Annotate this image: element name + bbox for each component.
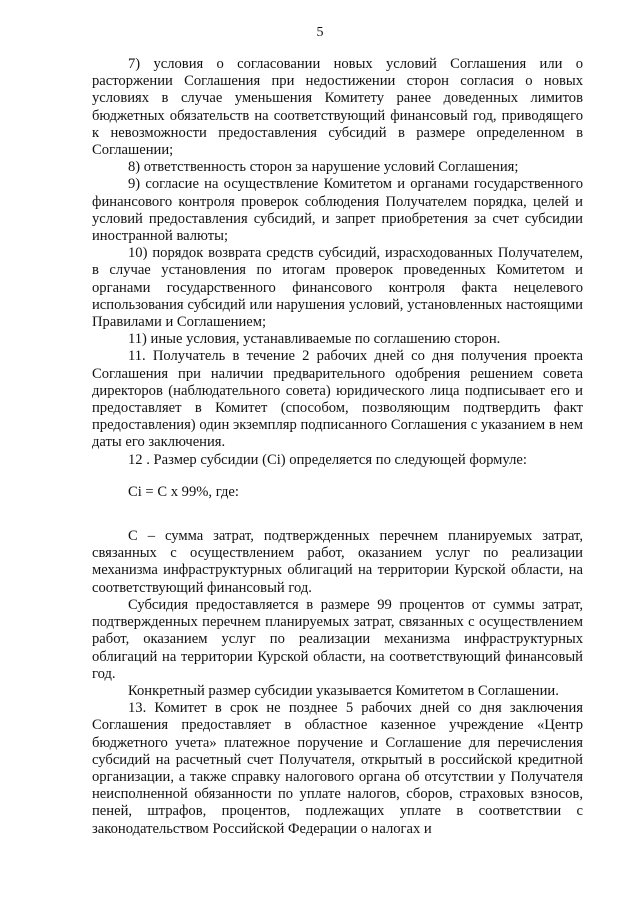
paragraph-c-definition: С – сумма затрат, подтвержденных перечнем планируемых затрат, связанных с осуществлением работ, оказанием услуг по реализации механизма инфраструктурных облигаций на территории Курской области, на соответствующий финансовый год. xyxy=(92,528,583,596)
subsidy-formula: Ci = C x 99%, где: xyxy=(128,483,239,500)
paragraph-subsidy-size: Субсидия предоставляется в размере 99 процентов от суммы затрат, подтвержденных перечнем планируемых затрат, связанных с осуществлением работ, оказанием услуг по реализации механизма инфраструктурных облигаций на территории Курской области, на соответствующий финансовый год. xyxy=(92,596,583,682)
paragraph-clause-13: 13. Комитет в срок не позднее 5 рабочих дней со дня заключения Соглашения предоставляет в областное казенное учреждение «Центр бюджетного учета» платежное поручение и Соглашение для перечисления субсидий на расчетный счет Получателя, открытый в российской кредитной организации, а также справку налогового органа об отсутствии у Получателя неисполненной обязанности по уплате налогов, сборов, страховых взносов, пеней, штрафов, процентов, подлежащих уплате в соответствии с законодательством Российской Федерации о налогах и xyxy=(92,700,583,837)
paragraph-item-10: 10) порядок возврата средств субсидий, израсходованных Получателем, в случае установления по итогам проверок проведенных Комитетом и органами государственного финансового контроля факта нецелевого использования субсидий или нарушения условий, установленных настоящими Правилами и Соглашением; xyxy=(92,245,583,331)
paragraph-clause-11: 11. Получатель в течение 2 рабочих дней со дня получения проекта Соглашения при наличии предварительного одобрения решением совета директоров (наблюдательного совета) юридического лица подписывает его и предоставляет в Комитет (способом, позволяющим подтвердить факт предоставления) один экземпляр подписанного Соглашения с указанием в нем даты его заключения. xyxy=(92,348,583,451)
paragraph-item-8: 8) ответственность сторон за нарушение условий Соглашения; xyxy=(128,159,519,176)
paragraph-item-11-sub: 11) иные условия, устанавливаемые по соглашению сторон. xyxy=(128,331,501,348)
document-body xyxy=(92,56,583,838)
paragraph-clause-12: 12 . Размер субсидии (Ci) определяется по следующей формуле: xyxy=(128,451,527,468)
paragraph-item-7: 7) условия о согласовании новых условий Соглашения или о расторжении Соглашения при недостижении сторон согласия о новых условиях в случае уменьшения Комитету ранее доведенных лимитов бюджетных обязательств на соответствующий финансовый год, приводящего к невозможности предоставления субсидий в размере определенном в Соглашении; xyxy=(92,56,583,159)
page-number: 5 xyxy=(316,25,324,40)
paragraph-specific-size: Конкретный размер субсидии указывается Комитетом в Соглашении. xyxy=(128,682,559,699)
paragraph-item-9: 9) согласие на осуществление Комитетом и органами государственного финансового контроля проверок соблюдения Получателем порядка, целей и условий предоставления субсидий, и запрет приобретения за счет субсидии иностранной валюты; xyxy=(92,176,583,245)
